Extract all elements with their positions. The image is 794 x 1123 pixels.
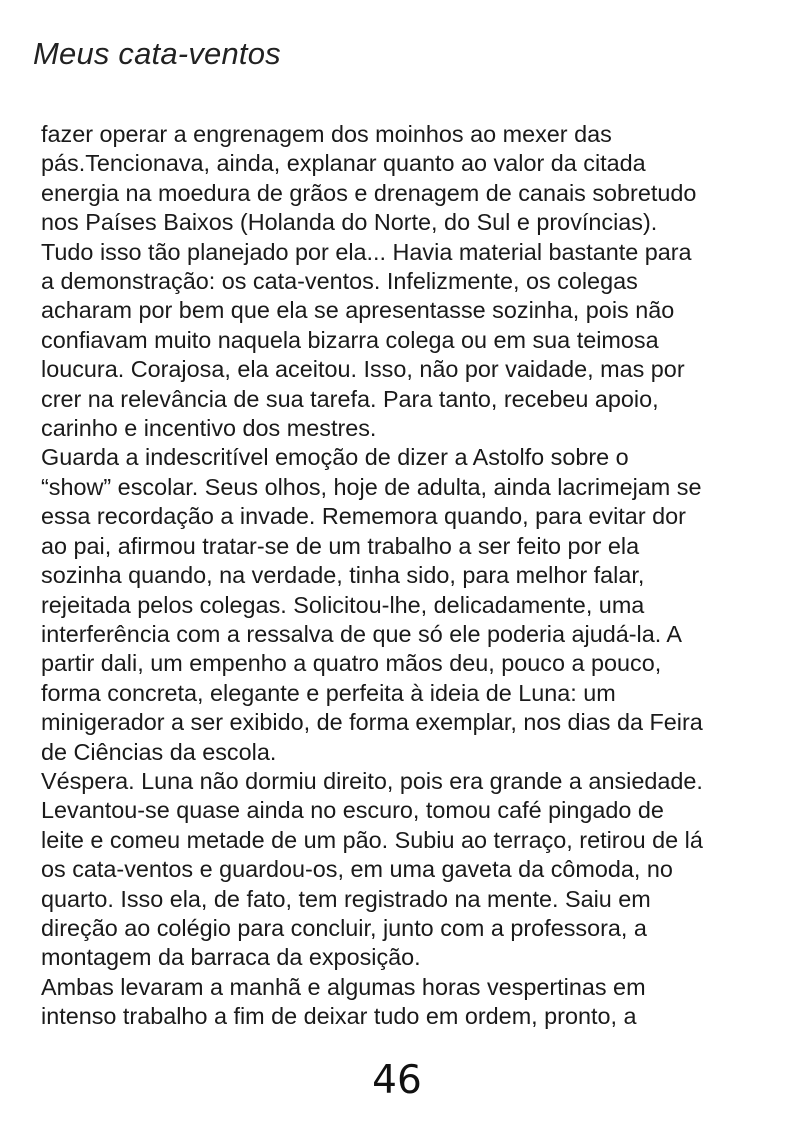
text-line: de Ciências da escola. — [41, 738, 277, 765]
text-line: energia na moedura de grãos e drenagem de canais sobretudo — [41, 179, 697, 206]
text-line: Véspera. Luna não dormiu direito, pois era grande a ansiedade. — [41, 767, 703, 794]
text-line: rejeitada pelos colegas. Solicitou-lhe, delicadamente, uma — [41, 591, 645, 618]
text-line: loucura. Corajosa, ela aceitou. Isso, não por vaidade, mas por — [41, 356, 685, 383]
text-line: minigerador a ser exibido, de forma exemplar, nos dias da Feira — [41, 709, 703, 736]
text-line: pás.Tencionava, ainda, explanar quanto ao valor da citada — [41, 150, 646, 177]
text-line: interferência com a ressalva de que só ele poderia ajudá-la. A — [41, 620, 683, 647]
text-line: direção ao colégio para concluir, junto com a professora, a — [41, 914, 647, 941]
text-line: partir dali, um empenho a quatro mãos deu, pouco a pouco, — [41, 650, 662, 677]
text-line: acharam por bem que ela se apresentasse sozinha, pois não — [41, 297, 675, 324]
text-line: os cata-ventos e guardou-os, em uma gaveta da cômoda, no — [41, 856, 673, 883]
text-line: “show” escolar. Seus olhos, hoje de adulta, ainda lacrimejam se — [41, 473, 702, 500]
text-line: carinho e incentivo dos mestres. — [41, 415, 377, 442]
text-line: a demonstração: os cata-ventos. Infelizmente, os colegas — [41, 268, 638, 295]
text-line: Tudo isso tão planejado por ela... Havia material bastante para — [41, 238, 692, 265]
text-line: forma concreta, elegante e perfeita à ideia de Luna: um — [41, 679, 616, 706]
text-line: intenso trabalho a fim de deixar tudo em ordem, pronto, a — [41, 1003, 637, 1030]
text-line: montagem da barraca da exposição. — [41, 944, 421, 971]
text-line: ao pai, afirmou tratar-se de um trabalho a ser feito por ela — [41, 532, 640, 559]
running-header: Meus cata-ventos — [33, 36, 281, 71]
text-line: nos Países Baixos (Holanda do Norte, do Sul e províncias). — [41, 209, 658, 236]
text-line: Ambas levaram a manhã e algumas horas vespertinas em — [41, 973, 646, 1000]
text-line: Levantou-se quase ainda no escuro, tomou café pingado de — [41, 797, 664, 824]
text-line: essa recordação a invade. Rememora quando, para evitar dor — [41, 503, 686, 530]
body-text — [41, 120, 761, 1032]
text-line: fazer operar a engrenagem dos moinhos ao mexer das — [41, 121, 612, 147]
text-line: confiavam muito naquela bizarra colega ou em sua teimosa — [41, 326, 659, 353]
text-line: quarto. Isso ela, de fato, tem registrado na mente. Saiu em — [41, 885, 651, 912]
page-number: 46 — [372, 1058, 422, 1103]
text-line: sozinha quando, na verdade, tinha sido, para melhor falar, — [41, 562, 645, 589]
text-line: leite e comeu metade de um pão. Subiu ao terraço, retirou de lá — [41, 826, 703, 853]
text-line: crer na relevância de sua tarefa. Para tanto, recebeu apoio, — [41, 385, 659, 412]
text-line: Guarda a indescritível emoção de dizer a Astolfo sobre o — [41, 444, 629, 471]
